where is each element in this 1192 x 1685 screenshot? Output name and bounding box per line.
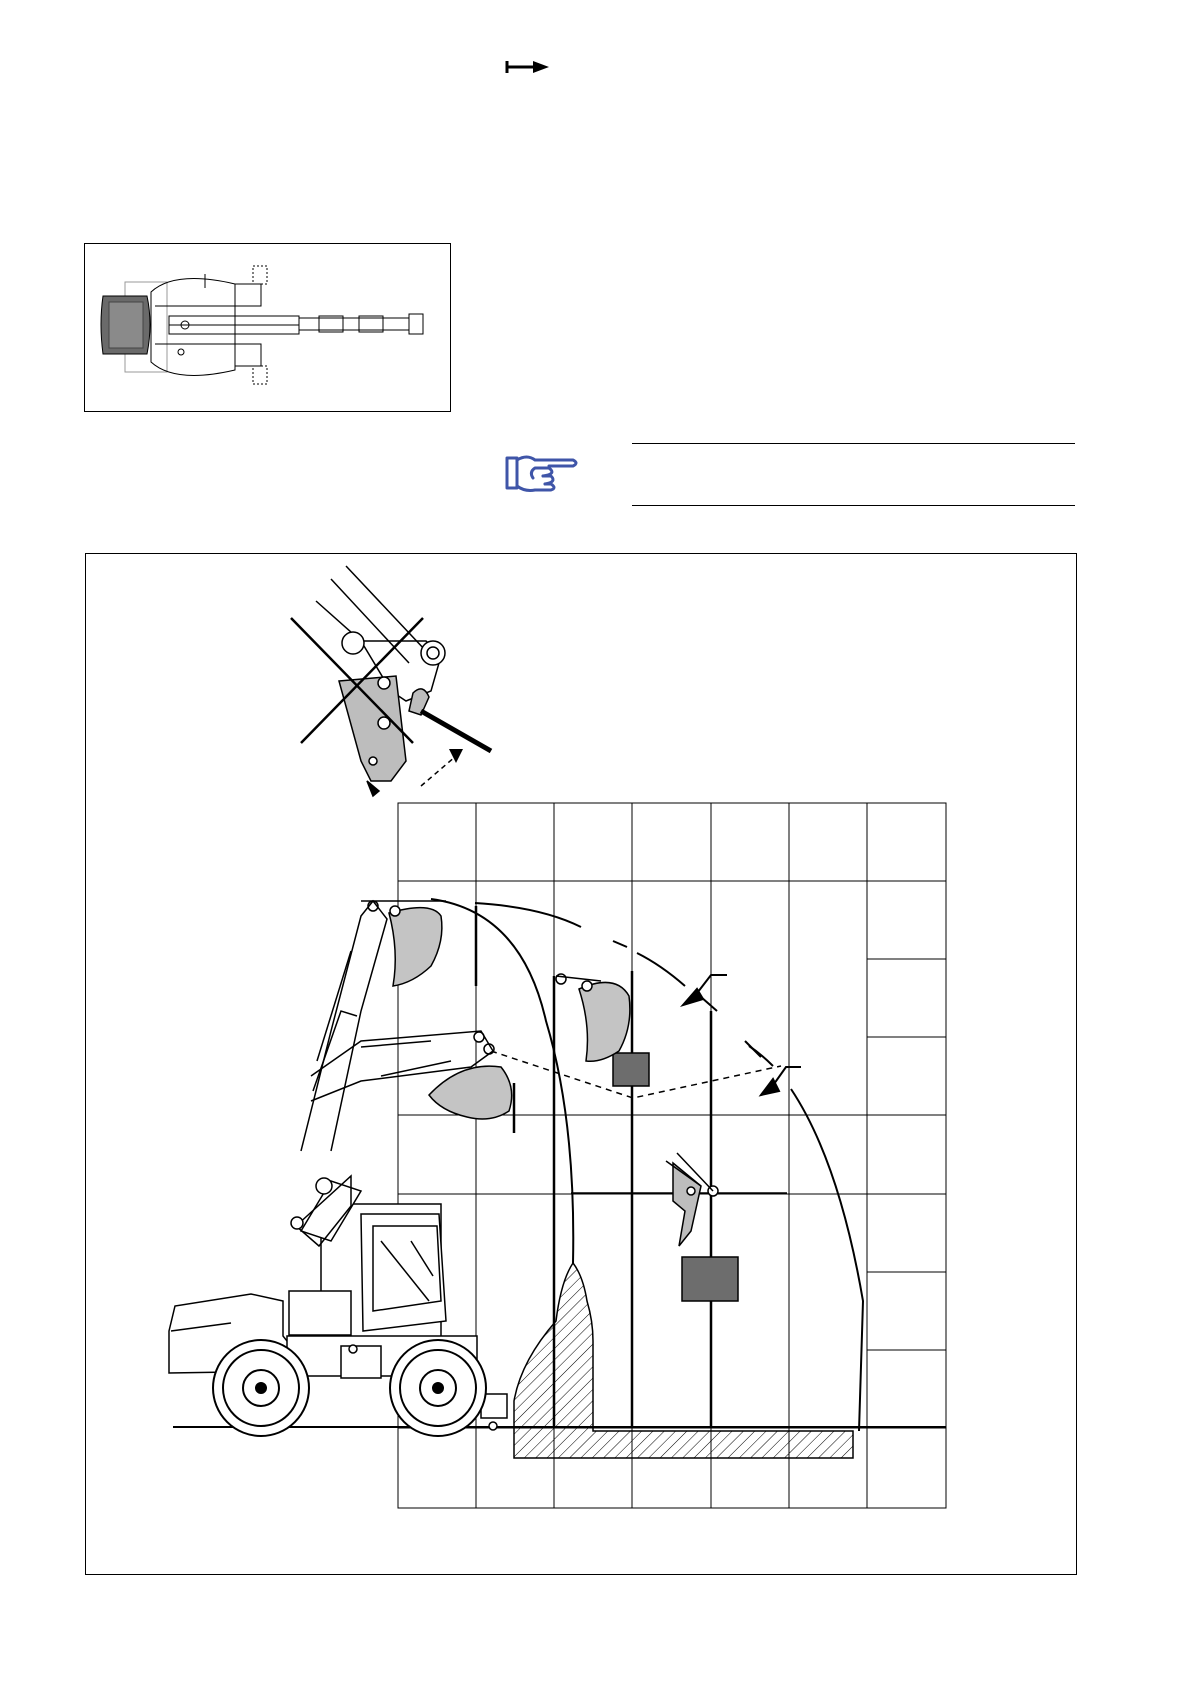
machine-top-view xyxy=(85,244,449,410)
wheel-front xyxy=(390,1340,486,1436)
right-arrow-icon xyxy=(505,58,549,78)
bucket-mid-right xyxy=(556,974,630,1061)
load-block-lower xyxy=(682,1257,738,1301)
top-view-thumbnail xyxy=(84,243,451,412)
wheel-rear xyxy=(213,1340,309,1436)
bucket-lower-left xyxy=(429,1032,512,1119)
note-rule-top xyxy=(632,443,1075,444)
bucket-upper-left xyxy=(361,901,446,986)
reach-envelopes xyxy=(431,899,863,1431)
lifting-diagram xyxy=(86,554,1076,1574)
swing-arrow-icon xyxy=(683,975,801,1095)
incorrect-hook-detail xyxy=(316,566,491,796)
lifting-diagram-frame xyxy=(85,553,1077,1575)
pointing-hand-icon xyxy=(505,452,583,498)
load-block-upper xyxy=(613,1053,649,1086)
boom-raised xyxy=(301,901,387,1151)
note-rule-bottom xyxy=(632,505,1075,506)
